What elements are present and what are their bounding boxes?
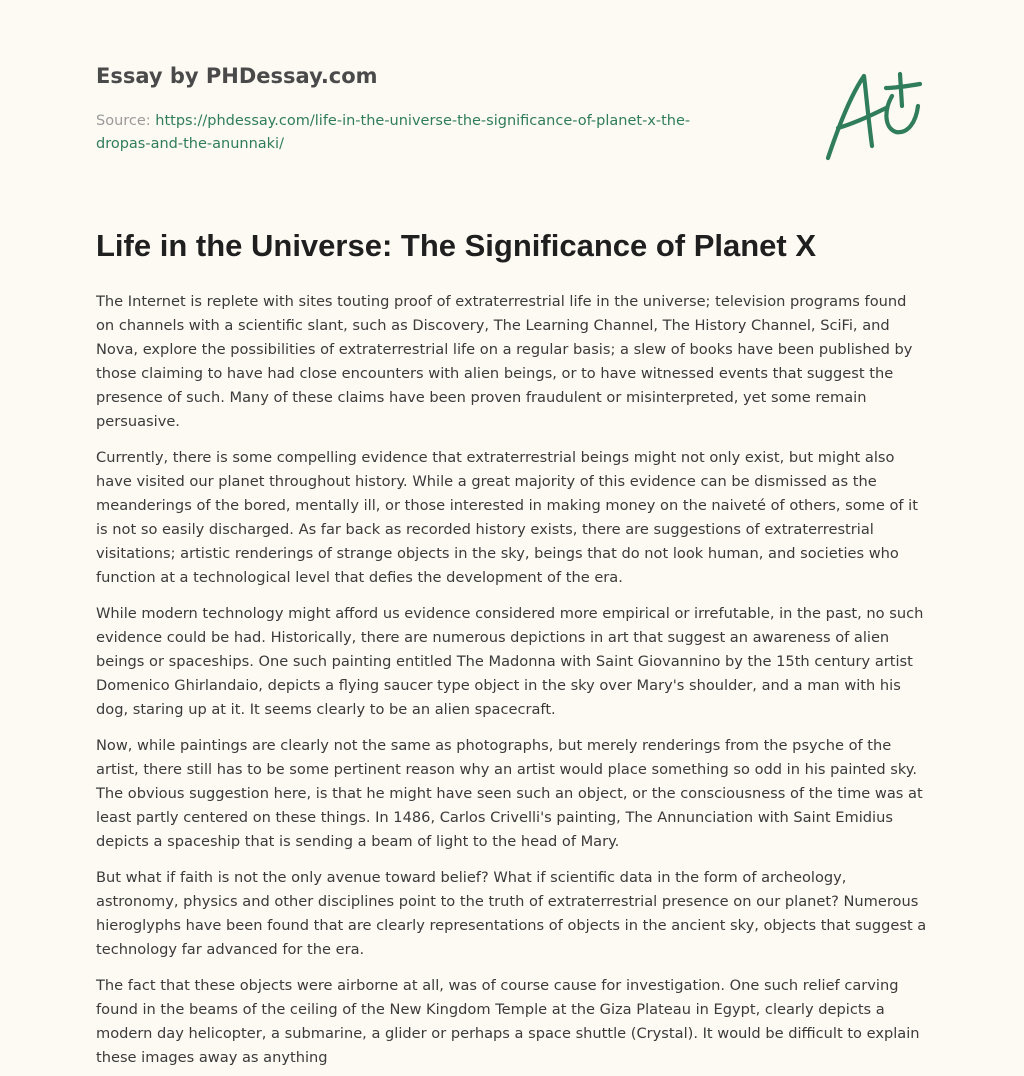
site-brand: Essay by PHDessay.com [96, 64, 378, 88]
essay-paragraph: While modern technology might afford us evidence considered more empirical or irrefutable, in the past, no such evidence could be had. Historically, there are numerous depictions in art that suggest an awareness of alien beings or spaceships. One such painting entitled The Madonna with Saint Giovannino by the 15th century artist Domenico Ghirlandaio, depicts a flying saucer type object in the sky over Mary's shoulder, and a man with his dog, staring up at it. It seems clearly to be an alien spacecraft. [96, 605, 924, 718]
page-header [96, 0, 928, 200]
source-label: Source: [96, 113, 156, 129]
source-link[interactable]: https://phdessay.com/life-in-the-universe-the-significance-of-planet-x-the-dropas-and-the-anunnaki/ [96, 113, 691, 152]
essay-paragraph: The fact that these objects were airborne at all, was of course cause for investigation. One such relief carving found in the beams of the ceiling of the New Kingdom Temple at the Giza Plateau in Egypt, clearly depicts a modern day helicopter, a submarine, a glider or perhaps a space shuttle (Crystal). It would be difficult to explain these images away as anything [96, 977, 920, 1066]
essay-paragraph: But what if faith is not the only avenue toward belief? What if scientific data in the form of archeology, astronomy, physics and other disciplines point to the truth of extraterrestrial presence on our planet? Numerous hieroglyphs have been found that are clearly representations of objects in the ancient sky, objects that suggest a technology far advanced for the era. [96, 869, 927, 958]
essay-body [96, 290, 928, 1070]
a-plus-icon [820, 66, 928, 166]
essay-paragraph: The Internet is replete with sites touting proof of extraterrestrial life in the universe; television programs found on channels with a scientific slant, such as Discovery, The Learning Channel, The History Channel, SciFi, and Nova, explore the possibilities of extraterrestrial life on a regular basis; a slew of books have been published by those claiming to have had close encounters with alien beings, or to have witnessed events that suggest the presence of such. Many of these claims have been proven fraudulent or misinterpreted, yet some remain persuasive. [96, 293, 913, 430]
essay-paragraph: Now, while paintings are clearly not the same as photographs, but merely renderings from the psyche of the artist, there still has to be some pertinent reason why an artist would place something so odd in his painted sky. The obvious suggestion here, is that he might have seen such an object, or the consciousness of the time was at least partly centered on these things. In 1486, Carlos Crivelli's painting, The Annunciation with Saint Emidius depicts a spaceship that is sending a beam of light to the head of Mary. [96, 737, 923, 850]
essay-title: Life in the Universe: The Significance of Planet X [96, 228, 817, 263]
source-line [96, 110, 736, 156]
essay-paragraph: Currently, there is some compelling evidence that extraterrestrial beings might not only exist, but might also have visited our planet throughout history. While a great majority of this evidence can be dismissed as the meanderings of the bored, mentally ill, or those interested in making money on the naiveté of others, some of it is not so easily discharged. As far back as recorded history exists, there are suggestions of extraterrestrial visitations; artistic renderings of strange objects in the sky, beings that do not look human, and societies who function at a technological level that defies the development of the era. [96, 449, 918, 586]
